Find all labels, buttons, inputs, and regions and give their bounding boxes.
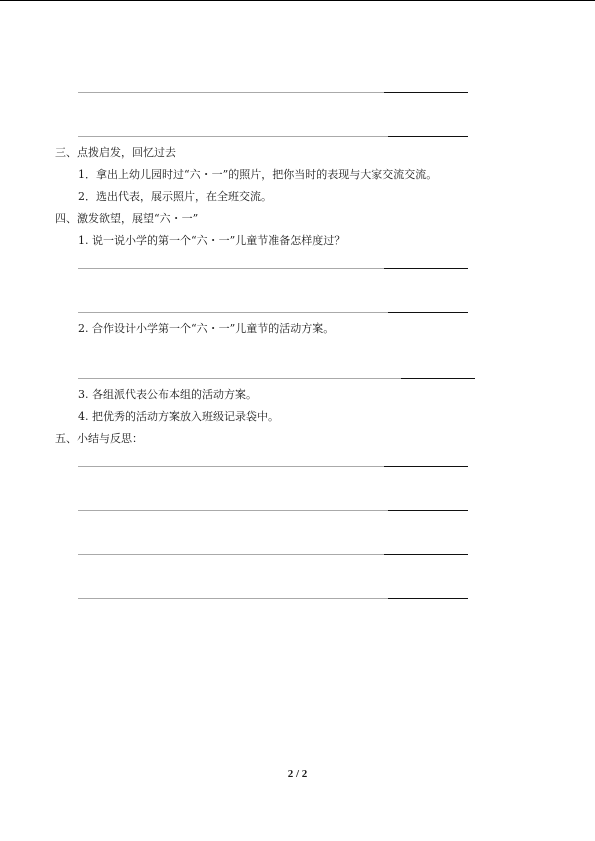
section-3-heading: 三、点拨启发，回忆过去 (55, 146, 176, 159)
section-4-item-3: 3. 各组派代表公布本组的活动方案。 (78, 388, 257, 401)
page-number: 2 / 2 (287, 768, 308, 780)
section-3-item-2: 2．选出代表，展示照片，在全班交流。 (78, 190, 272, 203)
section-4-item-2: 2. 合作设计小学第一个“六・一”儿童节的活动方案。 (78, 322, 335, 335)
page-top-rule (0, 0, 595, 1)
section-4-item-1: 1. 说一说小学的第一个“六・一”儿童节准备怎样度过？ (78, 234, 346, 247)
section-3-item-1: 1．拿出上幼儿园时过“六・一”的照片，把你当时的表现与大家交流交流。 (78, 168, 438, 181)
section-5-heading: 五、小结与反思： (55, 432, 143, 445)
section-4-item-4: 4. 把优秀的活动方案放入班级记录袋中。 (78, 410, 279, 423)
section-4-heading: 四、激发欲望，展望“六・一” (55, 212, 199, 225)
